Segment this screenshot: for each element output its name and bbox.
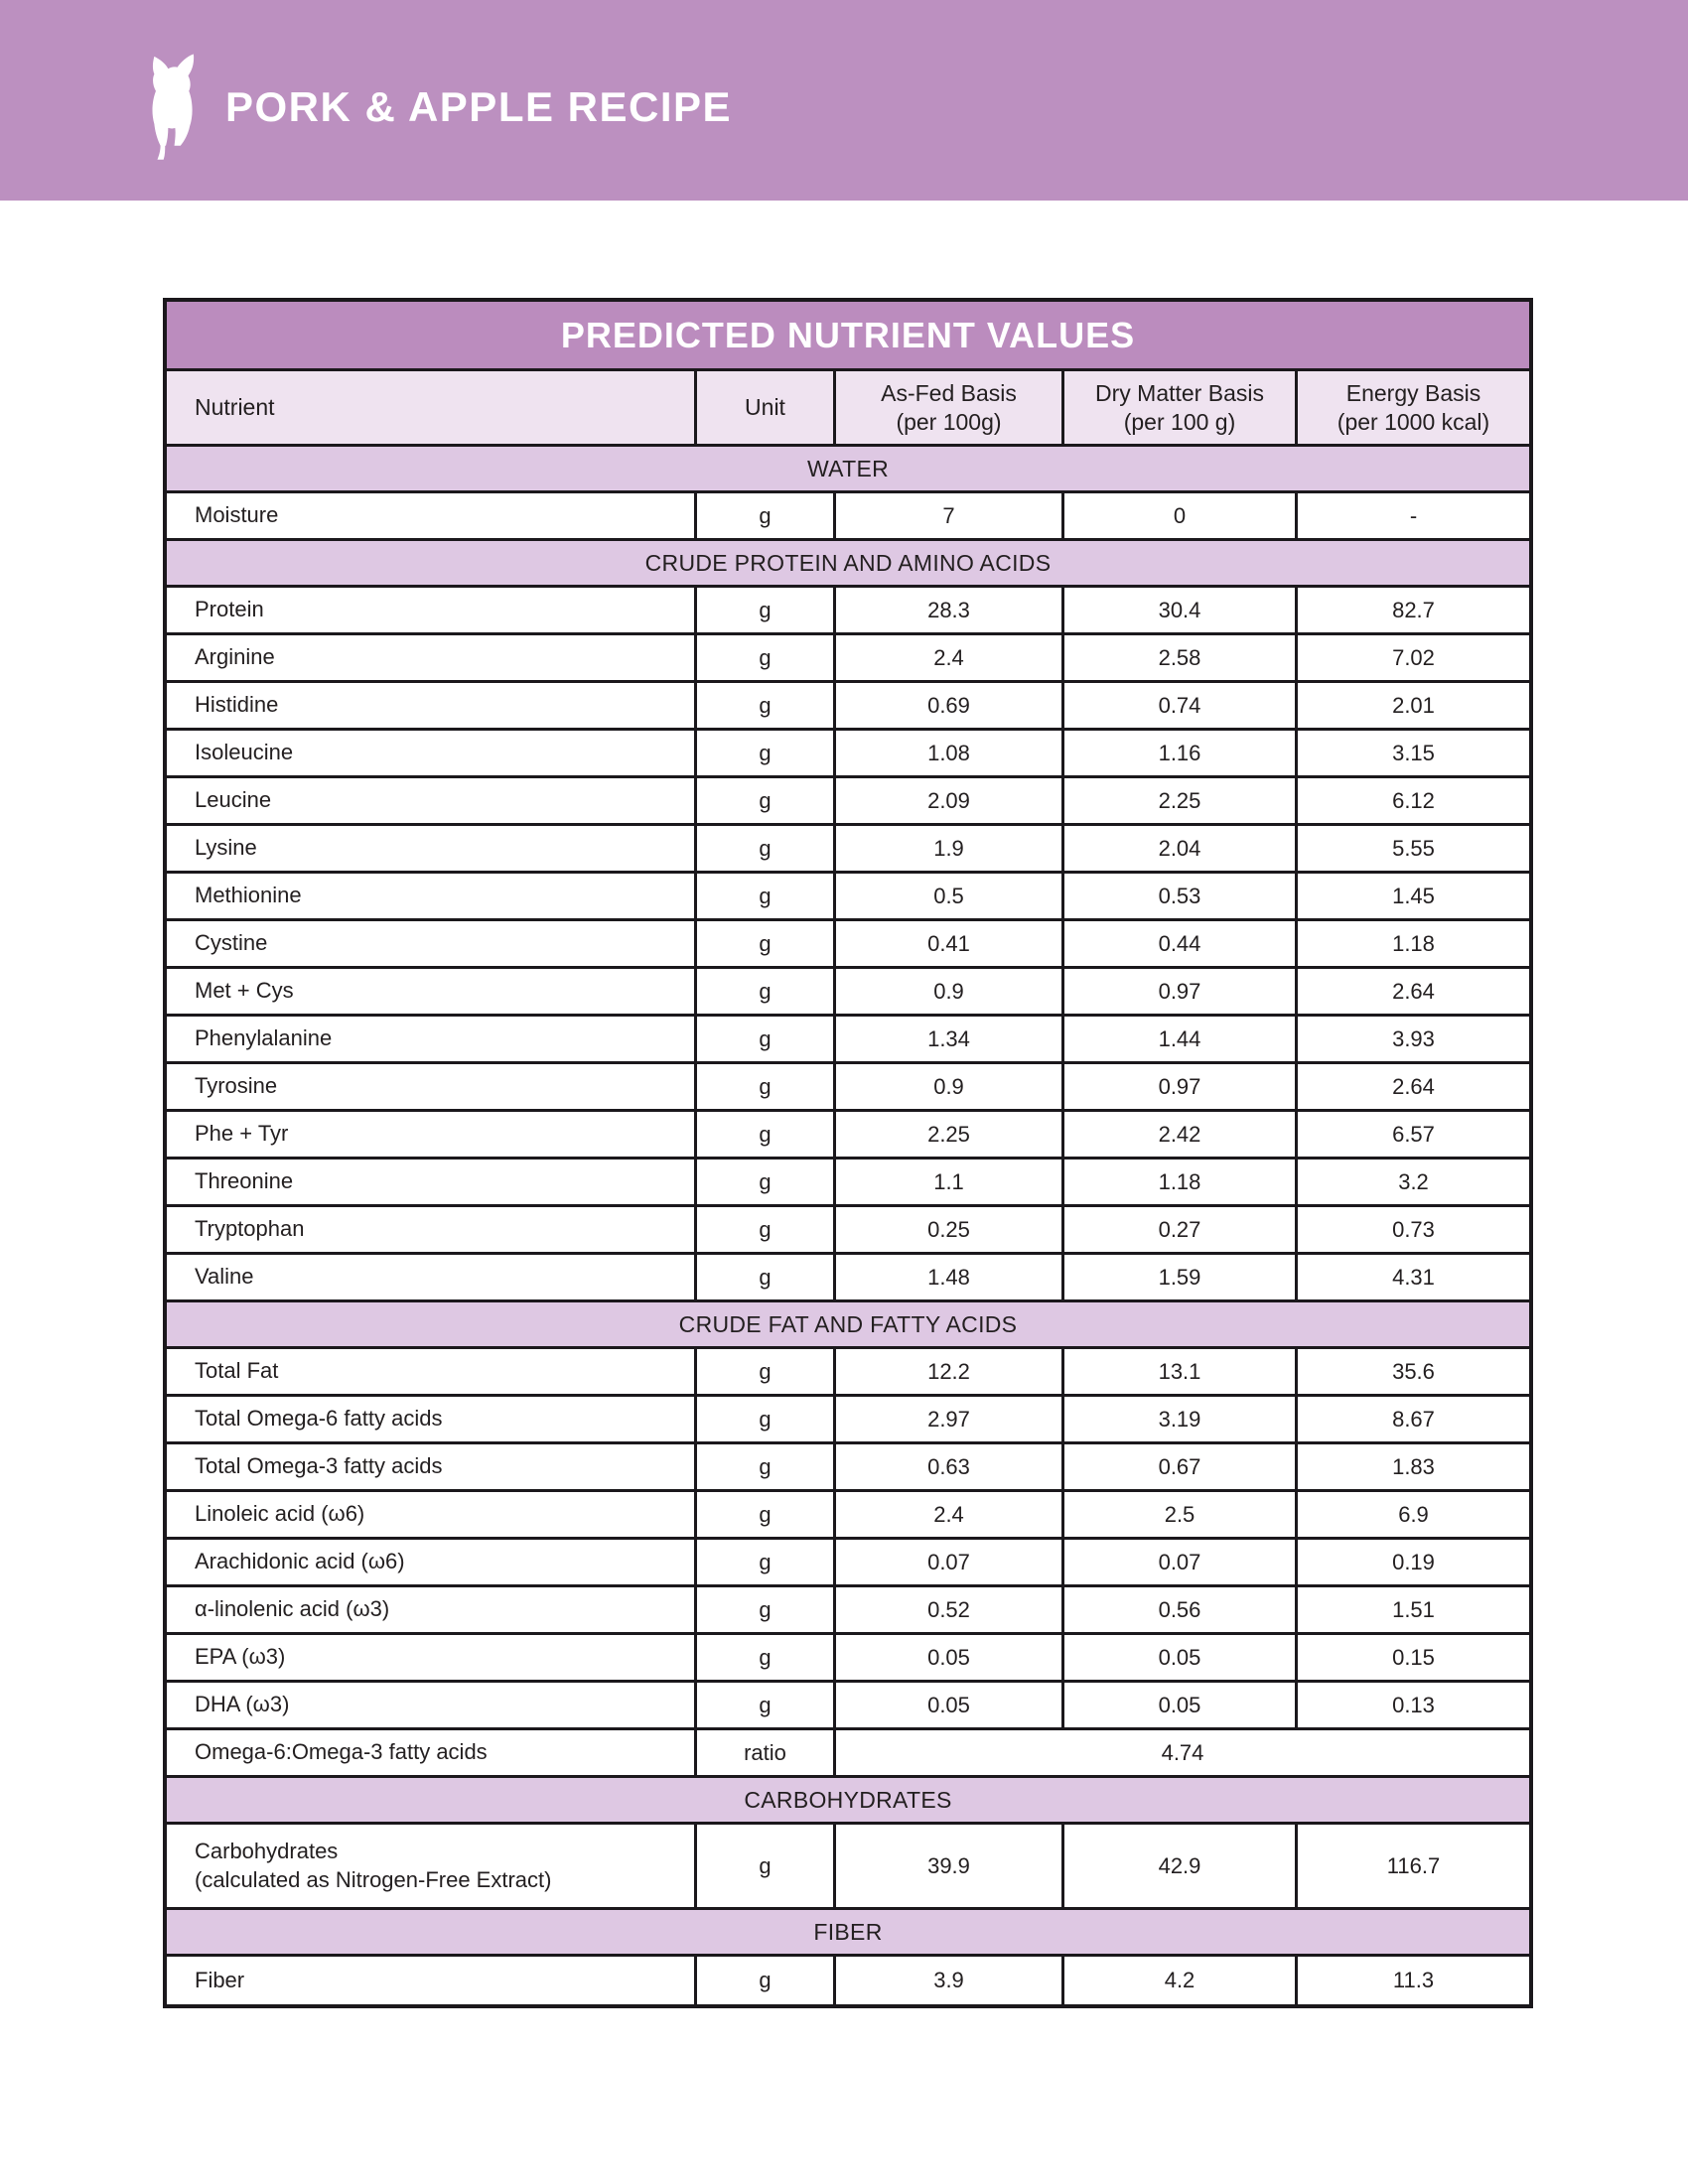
nutrient-name-cell bbox=[167, 683, 697, 728]
nutrient-name-cell bbox=[167, 1064, 697, 1109]
nutrient-name: Phenylalanine bbox=[195, 1025, 333, 1051]
nutrient-name-cell bbox=[167, 969, 697, 1014]
as-fed-value-cell: 12.2 bbox=[836, 1349, 1064, 1394]
energy-value-cell: 2.64 bbox=[1392, 978, 1435, 1004]
col-header-label: Unit bbox=[745, 394, 785, 421]
nutrient-values-table bbox=[163, 298, 1533, 2008]
nutrient-name: α-linolenic acid (ω3) bbox=[195, 1596, 390, 1622]
as-fed-value-cell: 0.63 bbox=[836, 1444, 1064, 1489]
unit-cell: ratio bbox=[697, 1730, 836, 1775]
table-row bbox=[167, 1540, 1529, 1587]
nutrient-name: Total Fat bbox=[195, 1358, 279, 1384]
dry-matter-value-cell: 2.25 bbox=[1064, 778, 1298, 823]
dry-matter-value-cell: 1.59 bbox=[1064, 1255, 1298, 1299]
dry-matter-value-cell: 0 bbox=[1064, 493, 1298, 538]
energy-value-cell: 8.67 bbox=[1392, 1406, 1435, 1432]
unit-cell: g bbox=[697, 969, 836, 1014]
nutrient-name-cell bbox=[167, 1957, 697, 2004]
energy-value-cell: 3.2 bbox=[1398, 1168, 1429, 1194]
col-header-unit bbox=[697, 371, 836, 444]
dry-matter-value-cell: 2.04 bbox=[1064, 826, 1298, 871]
energy-value-cell: 35.6 bbox=[1392, 1358, 1435, 1384]
table-row bbox=[167, 874, 1529, 921]
nutrient-name: Linoleic acid (ω6) bbox=[195, 1501, 365, 1527]
as-fed-value-cell: 3.9 bbox=[836, 1957, 1064, 2004]
nutrient-name: Tryptophan bbox=[195, 1216, 305, 1242]
unit-cell: g bbox=[697, 683, 836, 728]
as-fed-value-cell: 0.05 bbox=[836, 1635, 1064, 1680]
nutrient-name-cell bbox=[167, 1587, 697, 1632]
unit-cell: g bbox=[697, 826, 836, 871]
nutrient-name-cell bbox=[167, 1683, 697, 1727]
table-row bbox=[167, 1017, 1529, 1064]
nutrient-name: Arginine bbox=[195, 644, 275, 670]
table-row bbox=[167, 1957, 1529, 2004]
nutrient-name: Total Omega-6 fatty acids bbox=[195, 1406, 443, 1432]
unit-cell: g bbox=[697, 1540, 836, 1584]
nutrient-name-cell bbox=[167, 1207, 697, 1252]
as-fed-value-cell: 1.9 bbox=[836, 826, 1064, 871]
merged-ratio-value-cell: 4.74 bbox=[1161, 1739, 1204, 1765]
col-header-label: Dry Matter Basis bbox=[1095, 379, 1264, 406]
section-header: CARBOHYDRATES bbox=[167, 1778, 1529, 1825]
nutrient-name: Carbohydrates bbox=[195, 1838, 339, 1863]
unit-cell: g bbox=[697, 1587, 836, 1632]
unit-cell: g bbox=[697, 1635, 836, 1680]
table-row bbox=[167, 1064, 1529, 1112]
nutrient-name-cell bbox=[167, 1730, 697, 1775]
col-header-dry-matter-basis bbox=[1064, 371, 1298, 444]
nutrient-name: Methionine bbox=[195, 883, 302, 908]
energy-value-cell: 0.15 bbox=[1392, 1644, 1435, 1670]
table-row bbox=[167, 778, 1529, 826]
nutrient-name-cell bbox=[167, 874, 697, 918]
table-row bbox=[167, 1492, 1529, 1540]
nutrient-name-cell bbox=[167, 778, 697, 823]
nutrient-name: Met + Cys bbox=[195, 978, 294, 1004]
as-fed-value-cell: 0.05 bbox=[836, 1683, 1064, 1727]
nutrient-name: Protein bbox=[195, 597, 264, 622]
dry-matter-value-cell: 0.27 bbox=[1064, 1207, 1298, 1252]
unit-cell: g bbox=[697, 635, 836, 680]
unit-cell: g bbox=[697, 874, 836, 918]
dry-matter-value-cell: 42.9 bbox=[1064, 1825, 1298, 1907]
table-row bbox=[167, 1349, 1529, 1397]
unit-cell: g bbox=[697, 778, 836, 823]
nutrient-name-cell bbox=[167, 493, 697, 538]
dry-matter-value-cell: 1.16 bbox=[1064, 731, 1298, 775]
unit-cell: g bbox=[697, 1397, 836, 1441]
dry-matter-value-cell: 0.07 bbox=[1064, 1540, 1298, 1584]
nutrient-name-cell bbox=[167, 1635, 697, 1680]
as-fed-value-cell: 0.9 bbox=[836, 969, 1064, 1014]
energy-value-cell: 0.13 bbox=[1392, 1692, 1435, 1717]
dry-matter-value-cell: 2.42 bbox=[1064, 1112, 1298, 1157]
unit-cell: g bbox=[697, 1444, 836, 1489]
energy-value-cell: 82.7 bbox=[1392, 597, 1435, 622]
unit-cell: g bbox=[697, 1112, 836, 1157]
unit-cell: g bbox=[697, 1207, 836, 1252]
dry-matter-value-cell: 4.2 bbox=[1064, 1957, 1298, 2004]
table-row bbox=[167, 826, 1529, 874]
as-fed-value-cell: 2.09 bbox=[836, 778, 1064, 823]
nutrient-name: Total Omega-3 fatty acids bbox=[195, 1453, 443, 1479]
table-title: PREDICTED NUTRIENT VALUES bbox=[167, 302, 1529, 371]
as-fed-value-cell: 2.25 bbox=[836, 1112, 1064, 1157]
table-row bbox=[167, 1112, 1529, 1160]
nutrient-name: Cystine bbox=[195, 930, 268, 956]
nutrient-name: Histidine bbox=[195, 692, 279, 718]
nutrient-name: DHA (ω3) bbox=[195, 1692, 290, 1717]
unit-cell: g bbox=[697, 1683, 836, 1727]
energy-value-cell: 3.15 bbox=[1392, 740, 1435, 765]
dry-matter-value-cell: 2.5 bbox=[1064, 1492, 1298, 1537]
dry-matter-value-cell: 0.53 bbox=[1064, 874, 1298, 918]
table-row bbox=[167, 1587, 1529, 1635]
energy-value-cell: 1.45 bbox=[1392, 883, 1435, 908]
as-fed-value-cell: 39.9 bbox=[836, 1825, 1064, 1907]
table-row bbox=[167, 1683, 1529, 1730]
nutrient-name-cell bbox=[167, 635, 697, 680]
unit-cell: g bbox=[697, 1349, 836, 1394]
unit-cell: g bbox=[697, 921, 836, 966]
dry-matter-value-cell: 1.18 bbox=[1064, 1160, 1298, 1204]
unit-cell: g bbox=[697, 1825, 836, 1907]
table-row bbox=[167, 1160, 1529, 1207]
nutrient-name: Phe + Tyr bbox=[195, 1121, 289, 1147]
nutrient-name-cell bbox=[167, 1492, 697, 1537]
as-fed-value-cell: 1.48 bbox=[836, 1255, 1064, 1299]
section-header: CRUDE FAT AND FATTY ACIDS bbox=[167, 1302, 1529, 1349]
unit-cell: g bbox=[697, 1255, 836, 1299]
table-header-row bbox=[167, 371, 1529, 447]
as-fed-value-cell: 0.52 bbox=[836, 1587, 1064, 1632]
dry-matter-value-cell: 30.4 bbox=[1064, 588, 1298, 632]
col-header-sub: (per 100 g) bbox=[1123, 408, 1236, 435]
nutrient-name-cell bbox=[167, 1112, 697, 1157]
dry-matter-value-cell: 0.05 bbox=[1064, 1683, 1298, 1727]
nutrient-name: Fiber bbox=[195, 1967, 245, 1992]
col-header-sub: (per 1000 kcal) bbox=[1336, 408, 1490, 435]
col-header-sub: (per 100g) bbox=[896, 408, 1002, 435]
table-row bbox=[167, 1255, 1529, 1302]
energy-value-cell: 6.9 bbox=[1398, 1501, 1429, 1527]
energy-value-cell: 6.57 bbox=[1392, 1121, 1435, 1147]
table-row bbox=[167, 635, 1529, 683]
nutrient-name: Threonine bbox=[195, 1168, 294, 1194]
as-fed-value-cell: 1.08 bbox=[836, 731, 1064, 775]
section-header: CRUDE PROTEIN AND AMINO ACIDS bbox=[167, 541, 1529, 588]
energy-value-cell: 1.83 bbox=[1392, 1453, 1435, 1479]
table-row bbox=[167, 921, 1529, 969]
nutrient-name: Lysine bbox=[195, 835, 257, 861]
dry-matter-value-cell: 0.97 bbox=[1064, 969, 1298, 1014]
nutrient-name: Arachidonic acid (ω6) bbox=[195, 1549, 405, 1574]
table-row bbox=[167, 493, 1529, 541]
unit-cell: g bbox=[697, 588, 836, 632]
table-body bbox=[167, 447, 1529, 2004]
nutrient-name-cell bbox=[167, 1160, 697, 1204]
nutrient-name: Tyrosine bbox=[195, 1073, 278, 1099]
nutrient-name-cell bbox=[167, 1349, 697, 1394]
dry-matter-value-cell: 0.97 bbox=[1064, 1064, 1298, 1109]
as-fed-value-cell: 0.07 bbox=[836, 1540, 1064, 1584]
dry-matter-value-cell: 0.74 bbox=[1064, 683, 1298, 728]
unit-cell: g bbox=[697, 1492, 836, 1537]
table-row bbox=[167, 1730, 1529, 1778]
as-fed-value-cell: 1.34 bbox=[836, 1017, 1064, 1061]
as-fed-value-cell: 0.41 bbox=[836, 921, 1064, 966]
nutrient-name: Valine bbox=[195, 1264, 254, 1290]
header-banner bbox=[0, 0, 1688, 201]
col-header-as-fed-basis bbox=[836, 371, 1064, 444]
energy-value-cell: 7.02 bbox=[1392, 644, 1435, 670]
as-fed-value-cell: 0.25 bbox=[836, 1207, 1064, 1252]
table-row bbox=[167, 1207, 1529, 1255]
as-fed-value-cell: 0.69 bbox=[836, 683, 1064, 728]
dry-matter-value-cell: 1.44 bbox=[1064, 1017, 1298, 1061]
as-fed-value-cell: 28.3 bbox=[836, 588, 1064, 632]
nutrient-name-cell bbox=[167, 731, 697, 775]
table-row bbox=[167, 1635, 1529, 1683]
nutrient-name-cell bbox=[167, 1017, 697, 1061]
dry-matter-value-cell: 0.05 bbox=[1064, 1635, 1298, 1680]
as-fed-value-cell: 2.4 bbox=[836, 635, 1064, 680]
nutrient-name-cell bbox=[167, 588, 697, 632]
table-row bbox=[167, 731, 1529, 778]
nutrient-name: Omega-6:Omega-3 fatty acids bbox=[195, 1739, 488, 1765]
nutrient-name: Leucine bbox=[195, 787, 272, 813]
nutrient-name-cell bbox=[167, 1444, 697, 1489]
nutrient-name-cell bbox=[167, 826, 697, 871]
energy-value-cell: 5.55 bbox=[1392, 835, 1435, 861]
energy-value-cell: 6.12 bbox=[1392, 787, 1435, 813]
dry-matter-value-cell: 13.1 bbox=[1064, 1349, 1298, 1394]
unit-cell: g bbox=[697, 1957, 836, 2004]
nutrient-name: Isoleucine bbox=[195, 740, 294, 765]
as-fed-value-cell: 2.4 bbox=[836, 1492, 1064, 1537]
dog-silhouette-icon bbox=[142, 53, 204, 162]
energy-value-cell: 116.7 bbox=[1386, 1852, 1441, 1878]
as-fed-value-cell: 2.97 bbox=[836, 1397, 1064, 1441]
unit-cell: g bbox=[697, 1160, 836, 1204]
table-row bbox=[167, 683, 1529, 731]
energy-value-cell: 0.19 bbox=[1392, 1549, 1435, 1574]
col-header-label: As-Fed Basis bbox=[881, 379, 1017, 406]
nutrient-name-cell bbox=[167, 1255, 697, 1299]
recipe-title: PORK & APPLE RECIPE bbox=[225, 83, 733, 130]
energy-value-cell: 1.51 bbox=[1392, 1596, 1435, 1622]
as-fed-value-cell: 0.9 bbox=[836, 1064, 1064, 1109]
as-fed-value-cell: 7 bbox=[836, 493, 1064, 538]
dry-matter-value-cell: 2.58 bbox=[1064, 635, 1298, 680]
energy-value-cell: 2.01 bbox=[1392, 692, 1435, 718]
energy-value-cell: 3.93 bbox=[1392, 1025, 1435, 1051]
energy-value-cell: 11.3 bbox=[1392, 1968, 1435, 1992]
col-header-energy-basis bbox=[1298, 371, 1529, 444]
unit-cell: g bbox=[697, 493, 836, 538]
dry-matter-value-cell: 3.19 bbox=[1064, 1397, 1298, 1441]
col-header-label: Nutrient bbox=[195, 394, 275, 421]
energy-value-cell: 1.18 bbox=[1392, 930, 1435, 956]
unit-cell: g bbox=[697, 1064, 836, 1109]
dry-matter-value-cell: 0.56 bbox=[1064, 1587, 1298, 1632]
table-row bbox=[167, 1397, 1529, 1444]
nutrient-name-line2: (calculated as Nitrogen-Free Extract) bbox=[195, 1866, 552, 1892]
table-row bbox=[167, 1444, 1529, 1492]
dry-matter-value-cell: 0.44 bbox=[1064, 921, 1298, 966]
energy-value-cell: 0.73 bbox=[1392, 1216, 1435, 1242]
table-row bbox=[167, 1825, 1529, 1910]
table-row bbox=[167, 588, 1529, 635]
unit-cell: g bbox=[697, 731, 836, 775]
nutrient-name-cell bbox=[167, 921, 697, 966]
nutrient-name-cell bbox=[167, 1825, 697, 1907]
nutrient-name-cell bbox=[167, 1397, 697, 1441]
dry-matter-value-cell: 0.67 bbox=[1064, 1444, 1298, 1489]
nutrient-name-cell bbox=[167, 1540, 697, 1584]
energy-value-cell: 2.64 bbox=[1392, 1073, 1435, 1099]
section-header: FIBER bbox=[167, 1910, 1529, 1957]
unit-cell: g bbox=[697, 1017, 836, 1061]
as-fed-value-cell: 0.5 bbox=[836, 874, 1064, 918]
table-row bbox=[167, 969, 1529, 1017]
nutrient-name: Moisture bbox=[195, 502, 279, 528]
energy-value-cell: - bbox=[1409, 502, 1418, 528]
as-fed-value-cell: 1.1 bbox=[836, 1160, 1064, 1204]
energy-value-cell: 4.31 bbox=[1392, 1264, 1435, 1290]
col-header-nutrient bbox=[167, 371, 697, 444]
nutrient-name: EPA (ω3) bbox=[195, 1644, 286, 1670]
section-header: WATER bbox=[167, 447, 1529, 493]
col-header-label: Energy Basis bbox=[1345, 379, 1481, 406]
